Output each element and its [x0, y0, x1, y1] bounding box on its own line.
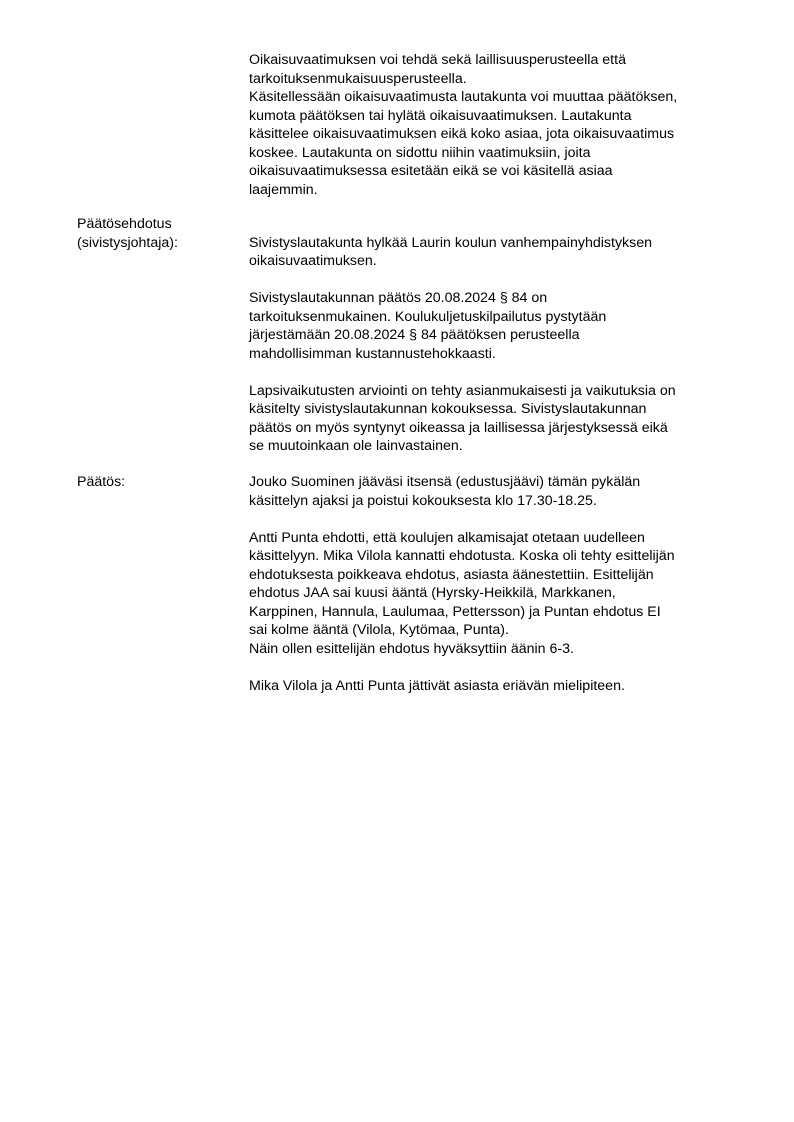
text-line: oikaisuvaatimuksen. — [249, 253, 377, 269]
proposal-label-line1: Päätösehdotus — [77, 216, 172, 232]
text-line: tarkoituksenmukainen. Koulukuljetuskilpailutus pystytään — [249, 308, 607, 325]
text-line: käsittelyn ajaksi ja poistui kokouksesta klo 17.30-18.25. — [249, 492, 597, 509]
proposal-paragraph-2 — [249, 289, 739, 363]
proposal-paragraph-1 — [249, 234, 739, 271]
decision-paragraph-2 — [249, 529, 739, 659]
proposal-content — [249, 234, 739, 456]
intro-paragraph — [249, 51, 739, 199]
proposal-label — [77, 215, 247, 252]
text-line: Mika Vilola ja Antti Punta jättivät asiasta eriävän mielipiteen. — [249, 677, 625, 694]
text-line: Näin ollen esittelijän ehdotus hyväksyttiin äänin 6-3. — [249, 640, 574, 657]
text-line: Sivistyslautakunnan päätös 20.08.2024 § 84 on — [249, 290, 548, 306]
text-line: järjestämään 20.08.2024 § 84 päätöksen perusteella — [249, 327, 580, 343]
text-line: Lapsivaikutusten arviointi on tehty asianmukaisesti ja vaikutuksia on — [249, 382, 676, 399]
decision-label — [77, 473, 247, 492]
text-line: Sivistyslautakunta hylkää Laurin koulun vanhempainyhdistyksen — [249, 234, 652, 251]
text-line: tarkoituksenmukaisuusperusteella. — [249, 70, 467, 87]
text-line: laajemmin. — [249, 181, 318, 198]
proposal-paragraph-3 — [249, 382, 739, 456]
decision-paragraph-1 — [249, 473, 739, 510]
text-line: se muutoinkaan ole lainvastainen. — [249, 438, 463, 454]
text-line: sai kolme ääntä (Vilola, Kytömaa, Punta). — [249, 622, 509, 638]
decision-label-text: Päätös: — [77, 474, 126, 490]
text-line: ehdotuksesta poikkeava ehdotus, asiasta äänestettiin. Esittelijän — [249, 566, 654, 583]
text-line: ehdotus JAA sai kuusi ääntä (Hyrsky-Heikkilä, Markkanen, — [249, 585, 616, 601]
text-line: oikaisuvaatimuksessa esitetään eikä se voi käsitellä asiaa — [249, 163, 613, 179]
text-line: kumota päätöksen tai hylätä oikaisuvaatimuksen. Lautakunta — [249, 107, 632, 124]
text-line: Antti Punta ehdotti, että koulujen alkamisajat otetaan uudelleen — [249, 529, 645, 546]
text-line: päätös on myös syntynyt oikeassa ja laillisessa järjestyksessä eikä — [249, 419, 668, 436]
decision-paragraph-3 — [249, 677, 739, 696]
text-line: Käsitellessään oikaisuvaatimusta lautakunta voi muuttaa päätöksen, — [249, 89, 678, 105]
text-line: käsittelee oikaisuvaatimuksen eikä koko asiaa, jota oikaisuvaatimus — [249, 126, 675, 142]
text-line: koskee. Lautakunta on sidottu niihin vaatimuksiin, joita — [249, 144, 591, 161]
text-line: käsitelty sivistyslautakunnan kokouksessa. Sivistyslautakunnan — [249, 401, 647, 417]
text-line: Karppinen, Hannula, Laulumaa, Pettersson) ja Puntan ehdotus EI — [249, 603, 661, 620]
text-line: käsittelyyn. Mika Vilola kannatti ehdotusta. Koska oli tehty esittelijän — [249, 548, 675, 564]
decision-content — [249, 473, 739, 695]
text-line: Oikaisuvaatimuksen voi tehdä sekä laillisuusperusteella että — [249, 52, 626, 68]
text-line: mahdollisimman kustannustehokkaasti. — [249, 345, 496, 362]
text-line: Jouko Suominen jääväsi itsensä (edustusjäävi) tämän pykälän — [249, 474, 641, 490]
proposal-label-line2: (sivistysjohtaja): — [77, 234, 178, 251]
